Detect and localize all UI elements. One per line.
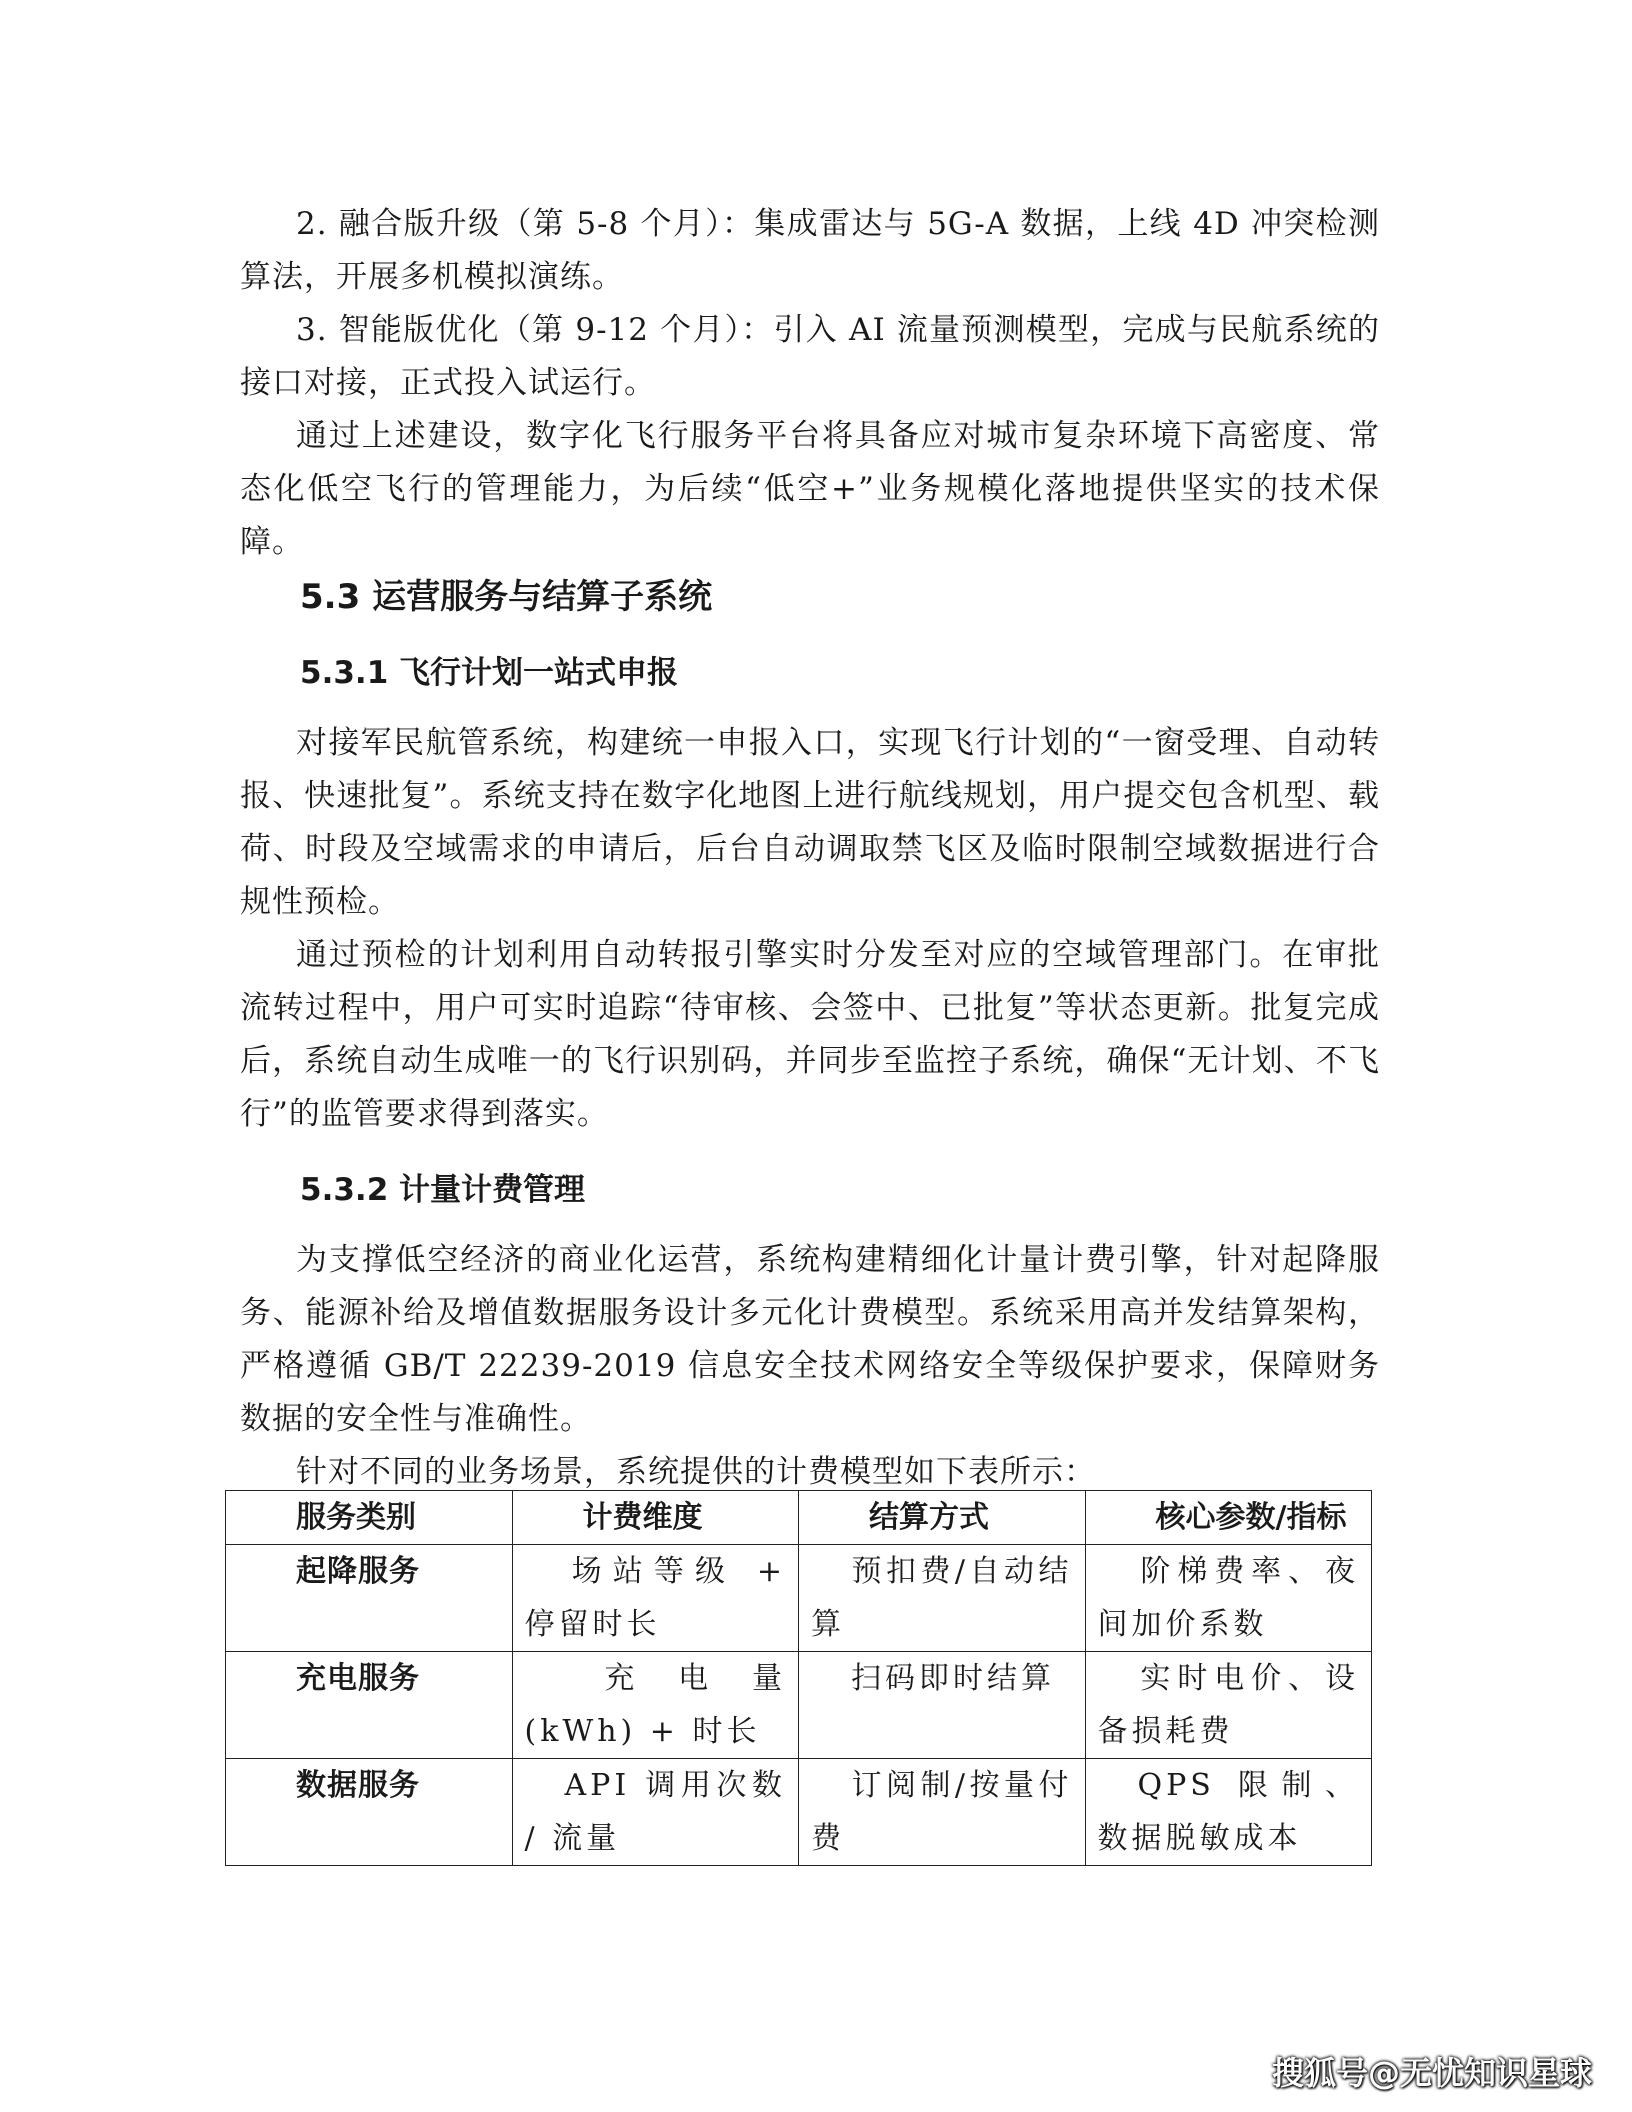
paragraph-billing-1: 为支撑低空经济的商业化运营，系统构建精细化计量计费引擎，针对起降服务、能源补给及增值数据服务设计多元化计费模型。系统采用高并发结算架构，严格遵循 GB/T 22239-2019 信息安全技术网络安全等级保护要求，保障财务数据的安全性与准确性。 [240,1242,1380,1437]
cell-settlement: 预扣费/自动结算 [799,1545,1086,1652]
header-service-category: 服务类别 [226,1491,513,1545]
cell-category: 充电服务 [226,1652,513,1759]
billing-model-table [225,1490,1372,1866]
header-core-params: 核心参数/指标 [1085,1491,1372,1545]
section-heading-5-3-2: 5.3.2 计量计费管理 [300,1172,586,1208]
cell-params: QPS 限制、数据脱敏成本 [1085,1759,1372,1866]
paragraph-flight-plan-2: 通过预检的计划利用自动转报引擎实时分发至对应的空域管理部门。在审批流转过程中，用户可实时追踪“待审核、会签中、已批复”等状态更新。批复完成后，系统自动生成唯一的飞行识别码，并同步至监控子系统，确保“无计划、不飞行”的监管要求得到落实。 [240,937,1380,1132]
header-billing-dimension: 计费维度 [512,1491,799,1545]
cell-category: 起降服务 [226,1545,513,1652]
header-settlement-method: 结算方式 [799,1491,1086,1545]
paragraph-billing-2: 针对不同的业务场景，系统提供的计费模型如下表所示： [296,1454,1096,1490]
paragraph-flight-plan-1: 对接军民航管系统，构建统一申报入口，实现飞行计划的“一窗受理、自动转报、快速批复”。系统支持在数字化地图上进行航线规划，用户提交包含机型、载荷、时段及空域需求的申请后，后台自动调取禁飞区及临时限制空域数据进行合规性预检。 [240,725,1380,920]
table-row [226,1545,1372,1652]
paragraph-phase-3: 3. 智能版优化（第 9-12 个月）：引入 AI 流量预测模型，完成与民航系统的接口对接，正式投入试运行。 [240,312,1380,401]
paragraph-summary: 通过上述建设，数字化飞行服务平台将具备应对城市复杂环境下高密度、常态化低空飞行的管理能力，为后续“低空+”业务规模化落地提供坚实的技术保障。 [240,418,1380,560]
cell-settlement: 订阅制/按量付费 [799,1759,1086,1866]
cell-settlement: 扫码即时结算 [799,1652,1086,1759]
cell-dimension: 充电量 (kWh) + 时长 [512,1652,799,1759]
table-header-row [226,1491,1372,1545]
table-row [226,1652,1372,1759]
cell-dimension: API 调用次数 / 流量 [512,1759,799,1866]
paragraph-phase-2: 2. 融合版升级（第 5-8 个月）：集成雷达与 5G-A 数据，上线 4D 冲突检测算法，开展多机模拟演练。 [240,206,1380,295]
section-heading-5-3-1: 5.3.1 飞行计划一站式申报 [300,655,679,691]
cell-dimension: 场站等级 + 停留时长 [512,1545,799,1652]
table-row [226,1759,1372,1866]
cell-category: 数据服务 [226,1759,513,1866]
cell-params: 实时电价、设备损耗费 [1085,1652,1372,1759]
cell-params: 阶梯费率、夜间加价系数 [1085,1545,1372,1652]
section-heading-5-3: 5.3 运营服务与结算子系统 [300,577,713,617]
source-watermark: 搜狐号@无忧知识星球 [1271,2054,1592,2092]
